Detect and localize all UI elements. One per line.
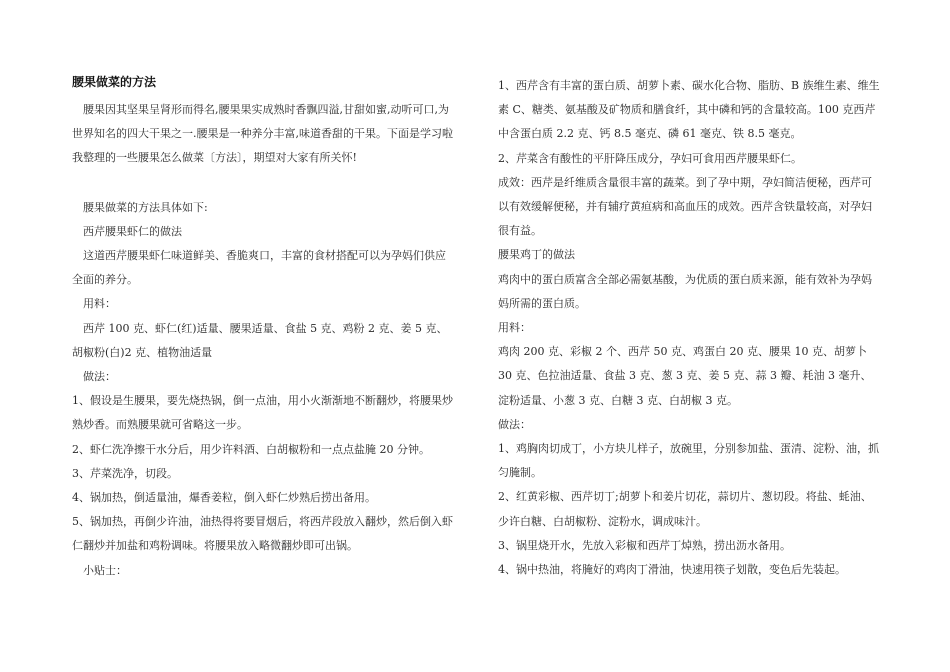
ingredients-list: 西芹 100 克、虾仁(红)适量、腰果适量、食盐 5 克、鸡粉 2 克、姜 5 克、胡椒粉(白)2 克、植物油适量 — [72, 321, 448, 359]
recipe-title-chicken: 腰果鸡丁的做法 — [498, 248, 575, 262]
step-4: 4、锅加热，倒适量油，爆香姜粒，倒入虾仁炒熟后捞出备用。 — [72, 491, 376, 505]
left-column — [72, 74, 456, 583]
tips-heading: 小贴士： — [83, 563, 127, 577]
chicken-step-4: 4、锅中热油，将腌好的鸡肉丁滑油，快速用筷子划散，变色后先装起。 — [498, 563, 846, 577]
page-title: 腰果做菜的方法 — [72, 75, 157, 89]
step-5: 5、锅加热，再倒少许油，油热得将要冒烟后，将西芹段放入翻炒，然后倒入虾仁翻炒并加盐和鸡粉调味。将腰果放入略微翻炒即可出锅。 — [72, 515, 453, 553]
method-heading: 做法： — [83, 370, 116, 384]
ingredients-heading-2: 用料： — [498, 321, 531, 335]
tip-1: 1、西芹含有丰富的蛋白质、胡萝卜素、碳水化合物、脂肪、B 族维生素、维生素 C、糖类、氨基酸及矿物质和膳食纤，其中磷和钙的含量较高。100 克西芹中含蛋白质 2.2 克、钙 8.5 毫克、磷 61 毫克、铁 8.5 毫克。 — [498, 79, 880, 141]
step-2: 2、虾仁洗净擦干水分后，用少许料酒、白胡椒粉和一点点盐腌 20 分钟。 — [72, 442, 430, 456]
recipe-title-shrimp: 西芹腰果虾仁的做法 — [83, 224, 182, 238]
step-3: 3、芹菜洗净，切段。 — [72, 466, 178, 480]
chicken-step-2: 2、红黄彩椒、西芹切丁;胡萝卜和姜片切花，蒜切片、葱切段。将盐、蚝油、少许白糖、白胡椒粉、淀粉水，调成味汁。 — [498, 490, 872, 528]
right-column — [498, 74, 882, 582]
method-heading-2: 做法： — [498, 417, 531, 431]
ingredients-heading: 用料： — [83, 297, 116, 311]
tip-2: 2、芹菜含有酸性的平肝降压成分，孕妇可食用西芹腰果虾仁。 — [498, 151, 802, 165]
chicken-step-1: 1、鸡胸肉切成丁，小方块儿样子，放碗里，分别参加盐、蛋清、淀粉、油，抓匀腌制。 — [498, 442, 879, 480]
section-intro: 腰果做菜的方法具体如下: — [83, 200, 208, 214]
ingredients-list-2: 鸡肉 200 克、彩椒 2 个、西芹 50 克、鸡蛋白 20 克、腰果 10 克、胡萝卜 30 克、色拉油适量、食盐 3 克、葱 3 克、姜 5 克、蒜 3 瓣、耗油 3 毫升、淀粉适量、小葱 3 克、白糖 3 克、白胡椒 3 克。 — [498, 345, 872, 407]
intro-paragraph: 腰果因其坚果呈肾形而得名,腰果果实成熟时香飘四溢,甘甜如蜜,动听可口,为世界知名的四大干果之一.腰果是一种养分丰富,味道香甜的干果。下面是学习啦我整理的一些腰果怎么做菜〔方法〕，期望对大家有所关怀! — [72, 103, 453, 165]
recipe-description: 这道西芹腰果虾仁味道鲜美、香脆爽口，丰富的食材搭配可以为孕妈们供应全面的养分。 — [72, 249, 446, 287]
benefit-paragraph: 成效：西芹是纤维质含量很丰富的蔬菜。到了孕中期，孕妇简洁便秘，西芹可以有效缓解便秘，并有辅疗黄疸病和高血压的成效。西芹含铁量较高，对孕妇很有益。 — [498, 175, 872, 238]
chicken-step-3: 3、锅里烧开水，先放入彩椒和西芹丁焯熟，捞出沥水备用。 — [498, 538, 791, 552]
chicken-description: 鸡肉中的蛋白质富含全部必需氨基酸，为优质的蛋白质来源，能有效补为孕妈妈所需的蛋白质。 — [498, 272, 872, 310]
paragraph-gap — [72, 171, 456, 196]
step-1: 1、假设是生腰果，要先烧热锅，倒一点油，用小火渐渐地不断翻炒，将腰果炒熟炒香。而熟腰果就可省略这一步。 — [72, 394, 453, 432]
